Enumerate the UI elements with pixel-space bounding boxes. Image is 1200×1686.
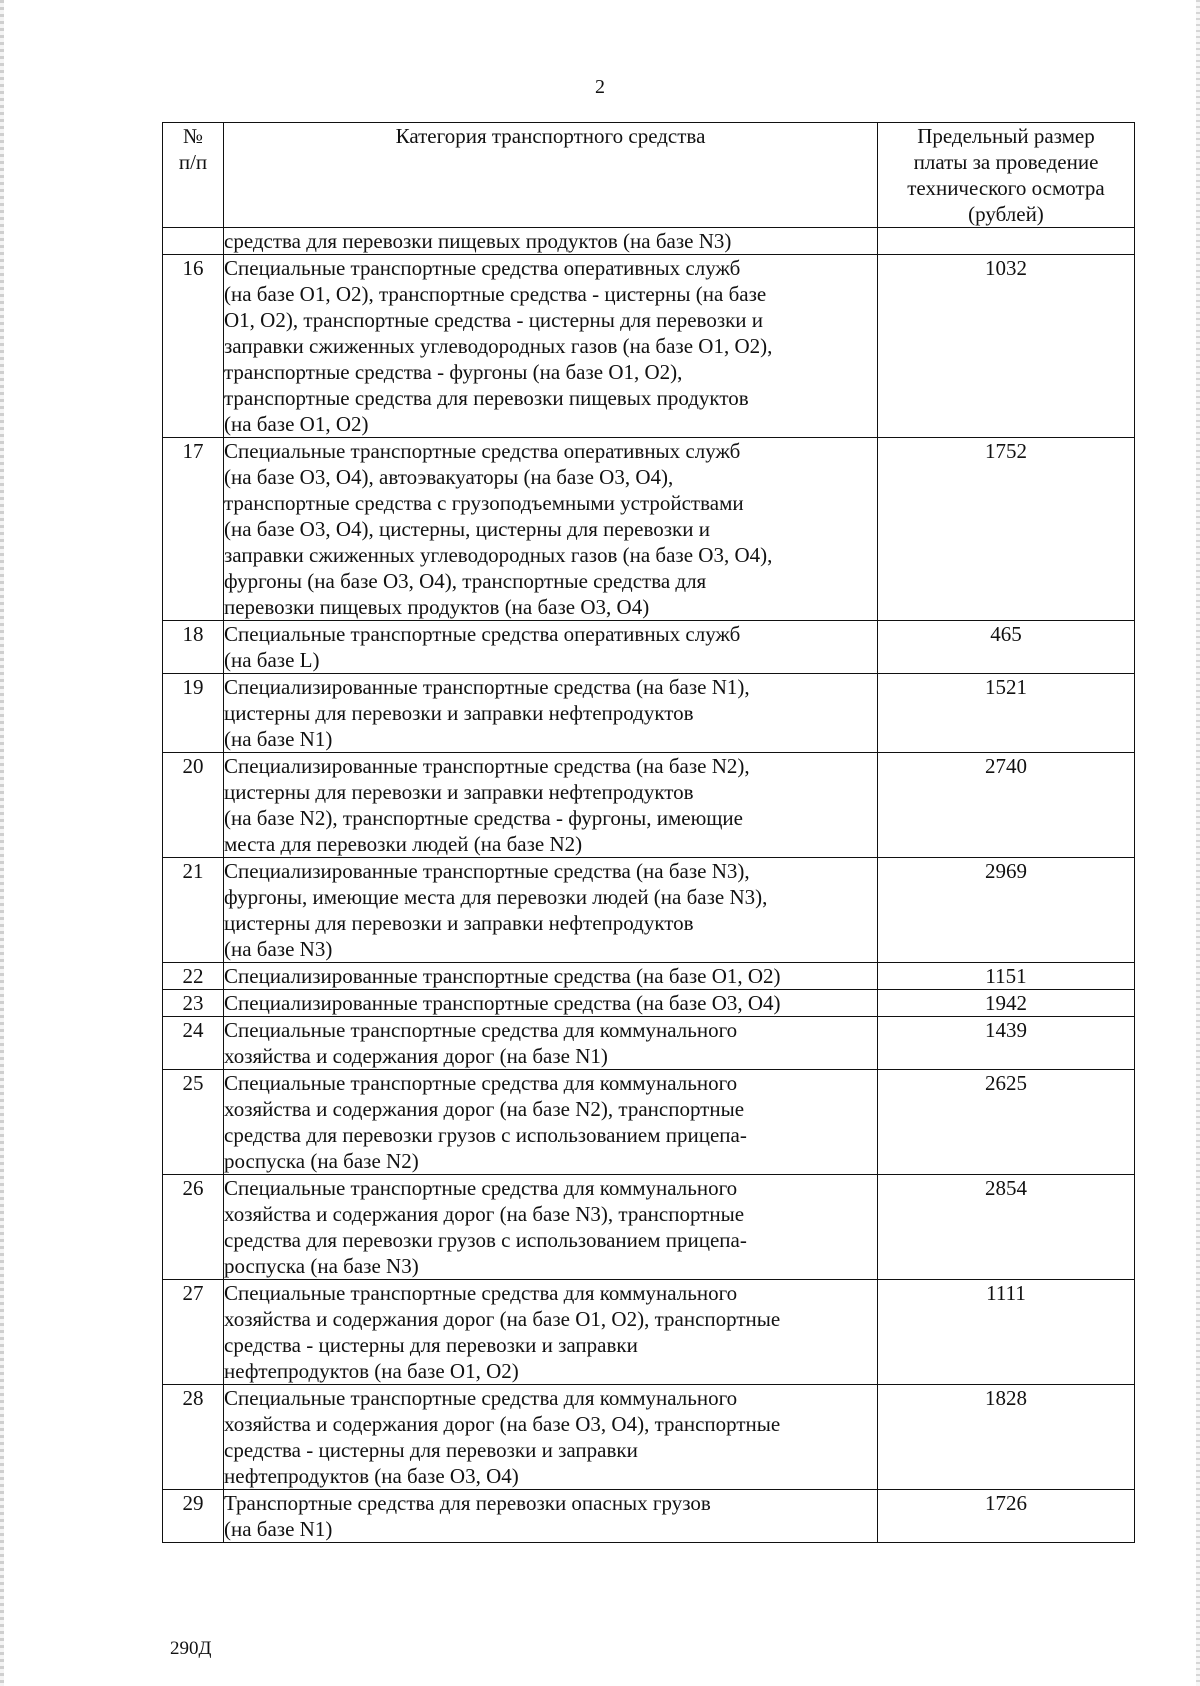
category-line: Специальные транспортные средства для коммунального (224, 1281, 738, 1305)
table-row (163, 1017, 1135, 1070)
category-line: Специализированные транспортные средства (на базе O1, O2) (224, 964, 781, 988)
row-fee: 2625 (878, 1070, 1135, 1175)
row-category (224, 1490, 878, 1543)
category-line: (на базе N3) (224, 937, 333, 961)
category-line: Специальные транспортные средства для коммунального (224, 1071, 738, 1095)
category-line: Специальные транспортные средства для коммунального (224, 1176, 738, 1200)
category-line: (на базе L) (224, 648, 320, 672)
category-line: Специальные транспортные средства оперативных служб (224, 256, 741, 280)
row-number: 16 (163, 255, 224, 438)
row-category (224, 621, 878, 674)
row-category (224, 1070, 878, 1175)
row-category (224, 963, 878, 990)
category-line: цистерны для перевозки и заправки нефтепродуктов (224, 701, 694, 725)
category-line: (на базе N1) (224, 1517, 333, 1541)
header-fee-line: платы за проведение (913, 150, 1099, 174)
row-category (224, 438, 878, 621)
category-line: фургоны (на базе O3, O4), транспортные средства для (224, 569, 707, 593)
category-line: Специальные транспортные средства для коммунального (224, 1386, 738, 1410)
table-row (163, 858, 1135, 963)
row-fee: 1151 (878, 963, 1135, 990)
category-line: (на базе O1, O2), транспортные средства - цистерны (на базе (224, 282, 767, 306)
category-line: O1, O2), транспортные средства - цистерны для перевозки и (224, 308, 764, 332)
table-row (163, 1070, 1135, 1175)
category-line: транспортные средства для перевозки пищевых продуктов (224, 386, 749, 410)
table-row (163, 621, 1135, 674)
continuation-fee-cell (878, 228, 1135, 255)
category-line: (на базе N1) (224, 727, 333, 751)
category-line: средства для перевозки грузов с использованием прицепа- (224, 1228, 747, 1252)
row-category (224, 1385, 878, 1490)
category-line: транспортные средства с грузоподъемными устройствами (224, 491, 744, 515)
category-line: роспуска (на базе N2) (224, 1149, 419, 1173)
header-category (224, 123, 878, 228)
category-line: средства для перевозки пищевых продуктов (на базе N3) (224, 229, 732, 253)
row-category (224, 1280, 878, 1385)
row-fee: 465 (878, 621, 1135, 674)
category-line: фургоны, имеющие места для перевозки людей (на базе N3), (224, 885, 768, 909)
scan-edge-right (1196, 0, 1200, 1686)
row-number: 25 (163, 1070, 224, 1175)
row-category (224, 255, 878, 438)
row-fee: 1752 (878, 438, 1135, 621)
table-row (163, 963, 1135, 990)
page-number: 2 (595, 76, 605, 98)
fee-table (162, 122, 1135, 1543)
row-number: 23 (163, 990, 224, 1017)
row-category (224, 858, 878, 963)
row-fee: 2740 (878, 753, 1135, 858)
table-row (163, 1490, 1135, 1543)
category-line: нефтепродуктов (на базе O3, O4) (224, 1464, 519, 1488)
row-fee: 2854 (878, 1175, 1135, 1280)
category-line: хозяйства и содержания дорог (на базе N2), транспортные (224, 1097, 745, 1121)
row-category (224, 1017, 878, 1070)
category-line: Специальные транспортные средства для коммунального (224, 1018, 738, 1042)
header-fee-line: (рублей) (968, 202, 1044, 226)
row-number: 29 (163, 1490, 224, 1543)
continuation-category-cell (224, 228, 878, 255)
row-number: 17 (163, 438, 224, 621)
row-category (224, 753, 878, 858)
category-line: места для перевозки людей (на базе N2) (224, 832, 583, 856)
header-number (163, 123, 224, 228)
category-line: перевозки пищевых продуктов (на базе O3, O4) (224, 595, 650, 619)
row-fee: 2969 (878, 858, 1135, 963)
category-line: Специальные транспортные средства оперативных служб (224, 439, 741, 463)
row-category (224, 674, 878, 753)
category-line: средства для перевозки грузов с использованием прицепа- (224, 1123, 747, 1147)
row-fee: 1828 (878, 1385, 1135, 1490)
row-number: 26 (163, 1175, 224, 1280)
category-line: Специализированные транспортные средства (на базе N3), (224, 859, 750, 883)
row-number: 18 (163, 621, 224, 674)
row-number: 19 (163, 674, 224, 753)
table-row (163, 753, 1135, 858)
row-number: 24 (163, 1017, 224, 1070)
category-line: цистерны для перевозки и заправки нефтепродуктов (224, 911, 694, 935)
header-category-label: Категория транспортного средства (395, 124, 706, 148)
category-line: (на базе N2), транспортные средства - фургоны, имеющие (224, 806, 743, 830)
row-fee: 1032 (878, 255, 1135, 438)
table-row (163, 674, 1135, 753)
table-row (163, 255, 1135, 438)
category-line: Специализированные транспортные средства (на базе N1), (224, 675, 750, 699)
table-row (163, 1280, 1135, 1385)
category-line: Транспортные средства для перевозки опасных грузов (224, 1491, 711, 1515)
category-line: заправки сжиженных углеводородных газов (на базе O1, O2), (224, 334, 773, 358)
row-number: 21 (163, 858, 224, 963)
continuation-row (163, 228, 1135, 255)
table-row (163, 1175, 1135, 1280)
table-header-row (163, 123, 1135, 228)
category-line: роспуска (на базе N3) (224, 1254, 419, 1278)
category-line: (на базе O1, O2) (224, 412, 369, 436)
row-fee: 1726 (878, 1490, 1135, 1543)
table-row (163, 990, 1135, 1017)
table-row (163, 1385, 1135, 1490)
document-code: 290Д (170, 1638, 212, 1659)
category-line: нефтепродуктов (на базе O1, O2) (224, 1359, 519, 1383)
header-fee (878, 123, 1135, 228)
category-line: хозяйства и содержания дорог (на базе N1) (224, 1044, 608, 1068)
category-line: хозяйства и содержания дорог (на базе O3, O4), транспортные (224, 1412, 781, 1436)
category-line: хозяйства и содержания дорог (на базе O1, O2), транспортные (224, 1307, 781, 1331)
header-number-line: п/п (178, 150, 208, 174)
header-fee-line: технического осмотра (907, 176, 1105, 200)
row-category (224, 1175, 878, 1280)
category-line: Специализированные транспортные средства (на базе O3, O4) (224, 991, 781, 1015)
header-number-line: № (182, 124, 204, 148)
row-number: 20 (163, 753, 224, 858)
row-number: 28 (163, 1385, 224, 1490)
category-line: Специальные транспортные средства оперативных служб (224, 622, 741, 646)
category-line: (на базе O3, O4), автоэвакуаторы (на базе O3, O4), (224, 465, 674, 489)
row-number: 22 (163, 963, 224, 990)
category-line: хозяйства и содержания дорог (на базе N3), транспортные (224, 1202, 745, 1226)
row-fee: 1439 (878, 1017, 1135, 1070)
category-line: цистерны для перевозки и заправки нефтепродуктов (224, 780, 694, 804)
category-line: Специализированные транспортные средства (на базе N2), (224, 754, 750, 778)
row-number: 27 (163, 1280, 224, 1385)
category-line: средства - цистерны для перевозки и заправки (224, 1333, 638, 1357)
row-fee: 1111 (878, 1280, 1135, 1385)
scan-edge-left (0, 0, 4, 1686)
continuation-number-cell (163, 228, 224, 255)
category-line: транспортные средства - фургоны (на базе O1, O2), (224, 360, 683, 384)
row-category (224, 990, 878, 1017)
row-fee: 1942 (878, 990, 1135, 1017)
category-line: заправки сжиженных углеводородных газов (на базе O3, O4), (224, 543, 773, 567)
table-row (163, 438, 1135, 621)
row-fee: 1521 (878, 674, 1135, 753)
category-line: средства - цистерны для перевозки и заправки (224, 1438, 638, 1462)
header-fee-line: Предельный размер (917, 124, 1095, 148)
category-line: (на базе O3, O4), цистерны, цистерны для перевозки и (224, 517, 710, 541)
